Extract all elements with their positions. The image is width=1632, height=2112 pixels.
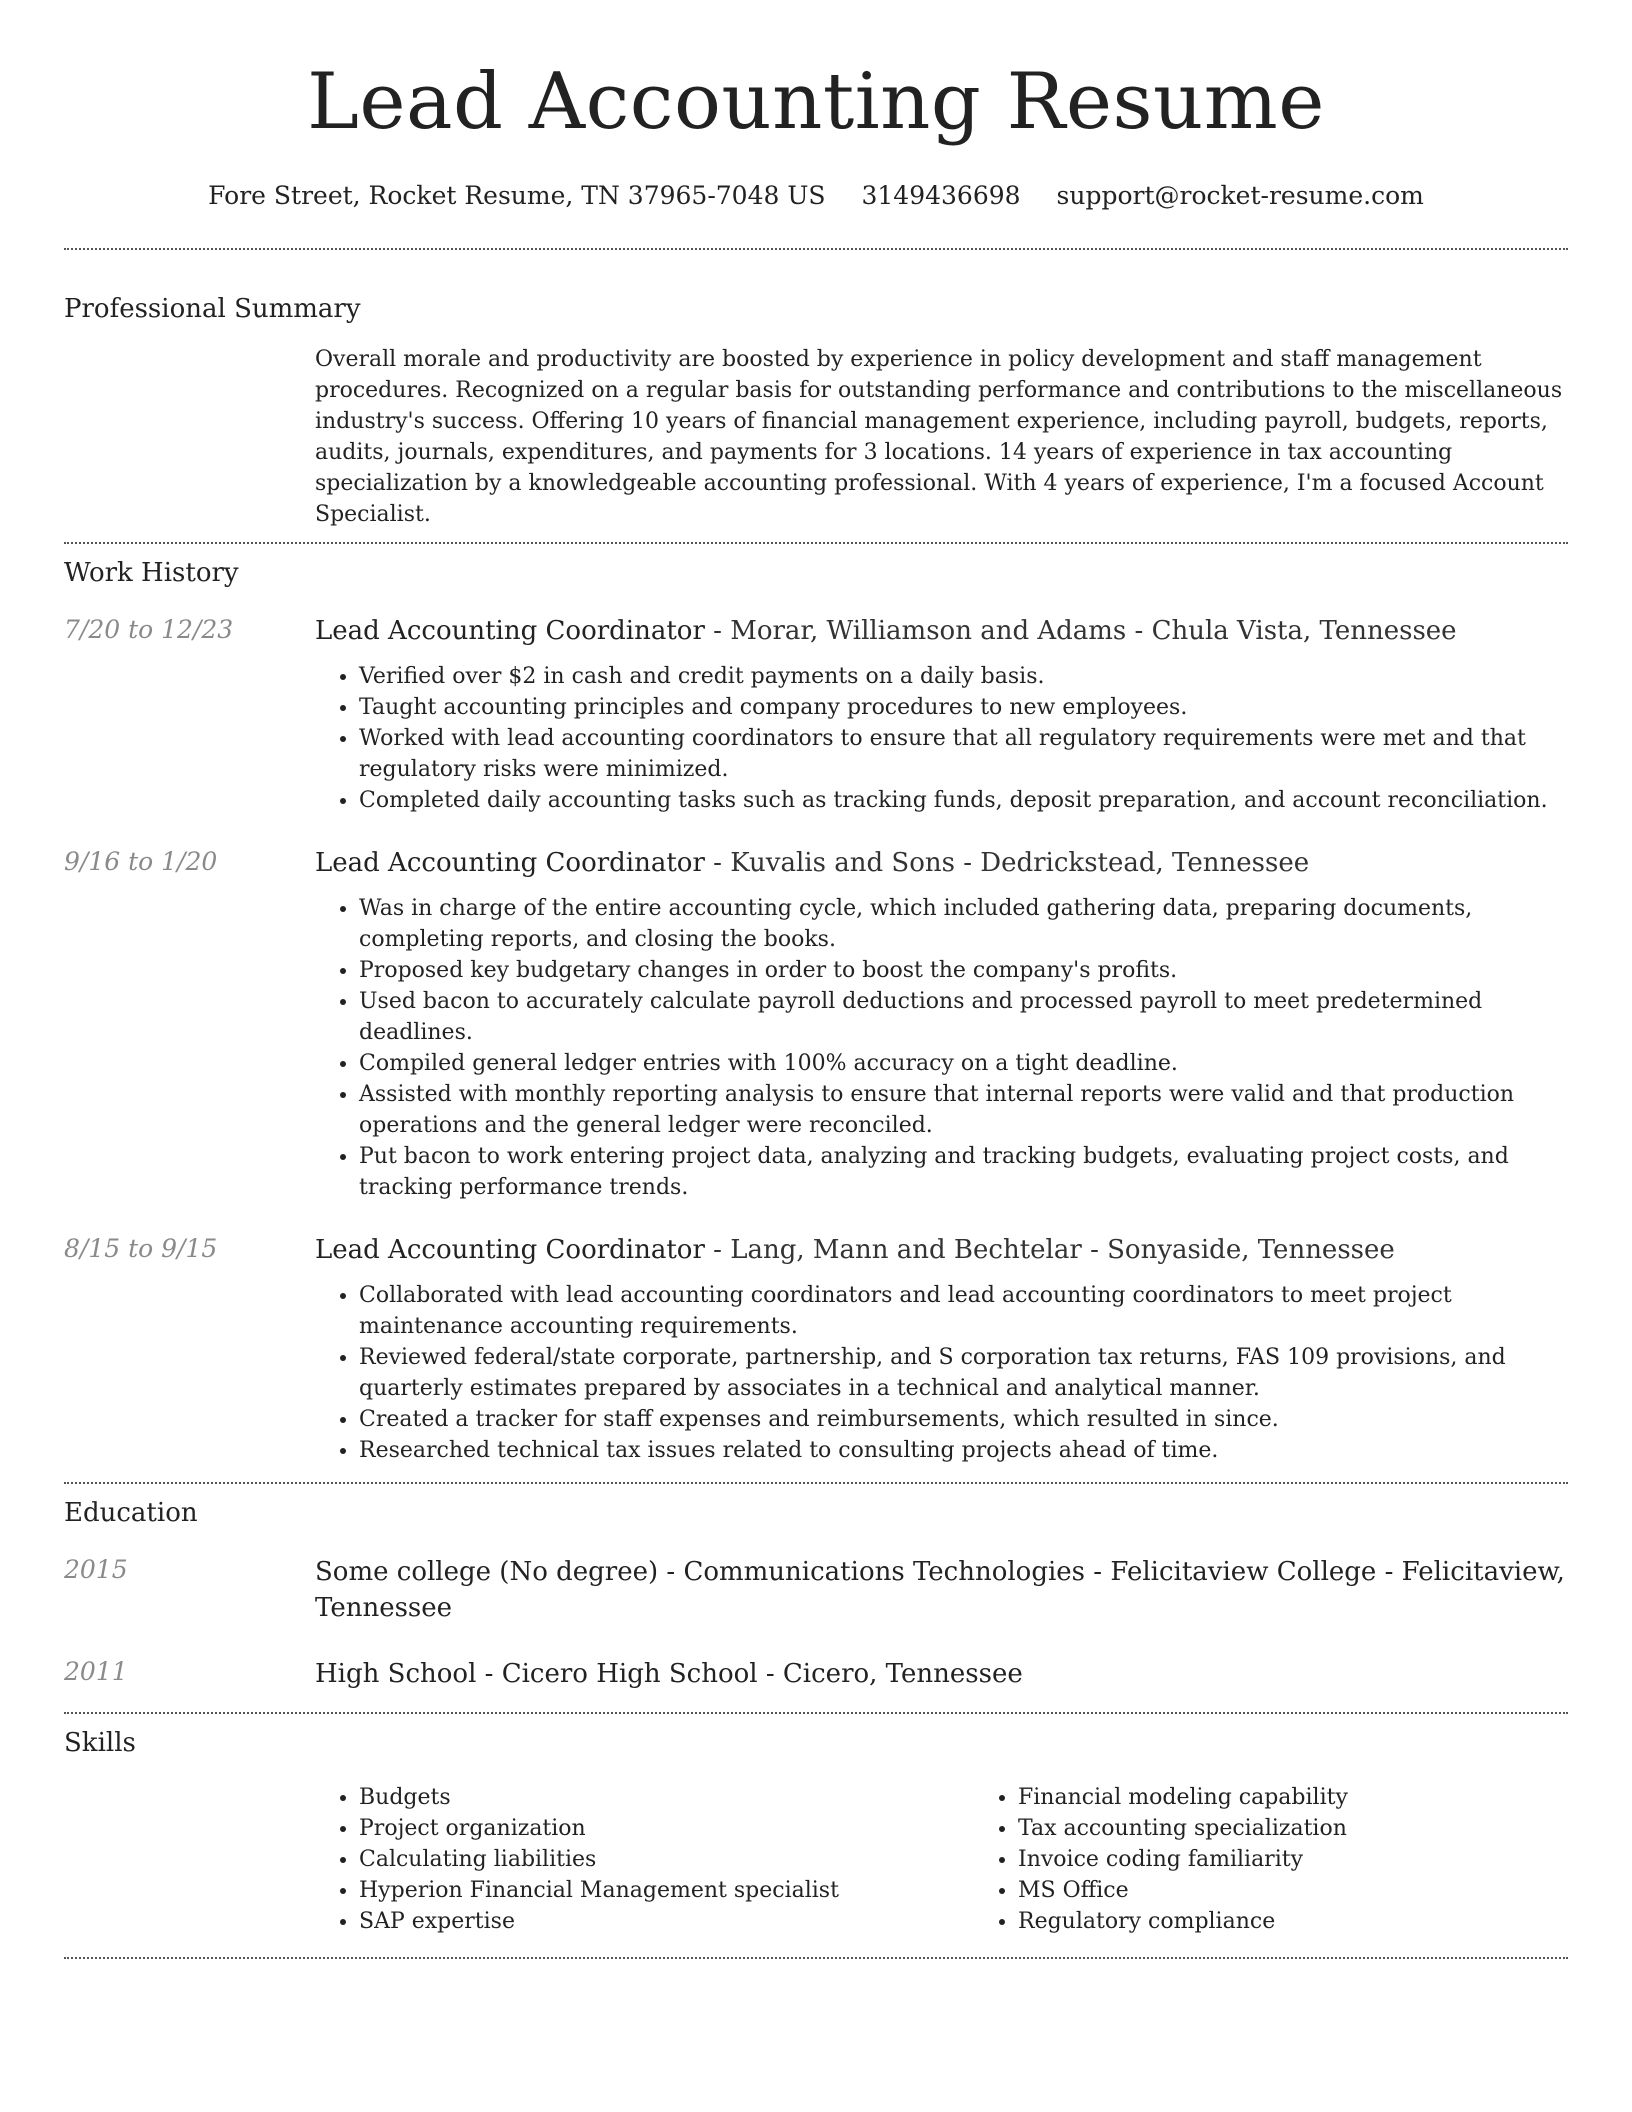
- job-dates: 8/15 to 9/15: [64, 1234, 218, 1263]
- job-entry: [64, 846, 1568, 1203]
- skill-item: • Financial modeling capability: [1018, 1782, 1632, 1813]
- skills-column-left: [315, 1782, 974, 1937]
- list-item: • Used bacon to accurately calculate payroll deductions and processed payroll to meet predetermined deadlines.: [359, 986, 1568, 1048]
- section-heading: Skills: [64, 1728, 136, 1758]
- list-item: • Collaborated with lead accounting coordinators and lead accounting coordinators to meet project maintenance accounting requirements.: [359, 1280, 1568, 1342]
- list-item: • Verified over $2 in cash and credit payments on a daily basis.: [359, 661, 1568, 692]
- job-title: [315, 1233, 1568, 1267]
- divider: [64, 1957, 1568, 1959]
- job-bullets: [315, 893, 1568, 1203]
- list-item: • Proposed key budgetary changes in order to boost the company's profits.: [359, 955, 1568, 986]
- education-school: - Communications Technologies - Felicitaview College - Felicitaview, Tennessee: [315, 1557, 1565, 1623]
- summary-text: Overall morale and productivity are boosted by experience in policy development and staff management procedures. Recognized on a regular basis for outstanding performance and contributions to the miscellaneous industry's success. Offering 10 years of financial management experience, including payroll, budgets, reports, audits, journals, expenditures, and payments for 3 locations. 14 years of experience in tax accounting specialization by a knowledgeable accounting professional. With 4 years of experience, I'm a focused Account Specialist.: [315, 347, 1563, 527]
- skill-item: • Invoice coding familiarity: [1018, 1844, 1632, 1875]
- education-year: 2011: [64, 1657, 128, 1686]
- skill-item: • Hyperion Financial Management specialist: [359, 1875, 974, 1906]
- education-year: 2015: [64, 1555, 128, 1584]
- skills-section: [64, 1726, 1568, 1937]
- list-item: • Was in charge of the entire accounting cycle, which included gathering data, preparing documents, completing reports, and closing the books.: [359, 893, 1568, 955]
- work-history-section: [64, 556, 1568, 1466]
- list-item: • Assisted with monthly reporting analysis to ensure that internal reports were valid and that production operations and the general ledger were reconciled.: [359, 1079, 1568, 1141]
- list-item: • Compiled general ledger entries with 100% accuracy on a tight deadline.: [359, 1048, 1568, 1079]
- contact-line: [64, 180, 1568, 212]
- resume-title: Lead Accounting Resume: [307, 57, 1325, 147]
- skill-item: • Project organization: [359, 1813, 974, 1844]
- education-degree: High School: [315, 1659, 477, 1689]
- job-employer: - Kuvalis and Sons - Dedrickstead, Tennessee: [704, 848, 1310, 878]
- section-heading: Professional Summary: [64, 294, 361, 324]
- contact-email: support@rocket-resume.com: [1056, 181, 1424, 210]
- education-school: - Cicero High School - Cicero, Tennessee: [476, 1659, 1023, 1689]
- job-dates: 9/16 to 1/20: [64, 847, 218, 876]
- contact-address: Fore Street, Rocket Resume, TN 37965-7048 US: [208, 181, 826, 210]
- job-bullets: [315, 1280, 1568, 1466]
- skill-item: • Budgets: [359, 1782, 974, 1813]
- list-item: • Worked with lead accounting coordinators to ensure that all regulatory requirements were met and that regulatory risks were minimized.: [359, 723, 1568, 785]
- list-item: • Created a tracker for staff expenses and reimbursements, which resulted in since.: [359, 1404, 1568, 1435]
- skill-item: • Calculating liabilities: [359, 1844, 974, 1875]
- list-item: • Researched technical tax issues related to consulting projects ahead of time.: [359, 1435, 1568, 1466]
- skill-item: • Regulatory compliance: [1018, 1906, 1632, 1937]
- divider: [64, 1482, 1568, 1484]
- skill-item: • Tax accounting specialization: [1018, 1813, 1632, 1844]
- job-entry: [64, 1233, 1568, 1466]
- skill-item: • SAP expertise: [359, 1906, 974, 1937]
- contact-phone: 3149436698: [861, 181, 1021, 210]
- list-item: • Reviewed federal/state corporate, partnership, and S corporation tax returns, FAS 109 provisions, and quarterly estimates prepared by associates in a technical and analytical manner.: [359, 1342, 1568, 1404]
- education-degree: Some college (No degree): [315, 1557, 659, 1587]
- skills-column-right: [974, 1782, 1632, 1937]
- divider: [64, 542, 1568, 544]
- education-entry: [64, 1554, 1568, 1626]
- summary-section: [64, 292, 1568, 530]
- list-item: • Taught accounting principles and company procedures to new employees.: [359, 692, 1568, 723]
- list-item: • Put bacon to work entering project data, analyzing and tracking budgets, evaluating project costs, and tracking performance trends.: [359, 1141, 1568, 1203]
- divider: [64, 1712, 1568, 1714]
- section-heading: Education: [64, 1498, 198, 1528]
- education-title: [315, 1554, 1568, 1626]
- education-title: [315, 1656, 1568, 1692]
- job-dates: 7/20 to 12/23: [64, 615, 234, 644]
- skills-list: [315, 1782, 1632, 1937]
- job-role: Lead Accounting Coordinator: [315, 1235, 705, 1265]
- job-title: [315, 614, 1568, 648]
- job-entry: [64, 614, 1568, 816]
- section-heading: Work History: [64, 558, 239, 588]
- job-title: [315, 846, 1568, 880]
- job-employer: - Lang, Mann and Bechtelar - Sonyaside, Tennessee: [704, 1235, 1395, 1265]
- education-entry: [64, 1656, 1568, 1692]
- list-item: • Completed daily accounting tasks such as tracking funds, deposit preparation, and account reconciliation.: [359, 785, 1568, 816]
- skill-item: • MS Office: [1018, 1875, 1632, 1906]
- job-role: Lead Accounting Coordinator: [315, 848, 705, 878]
- job-employer: - Morar, Williamson and Adams - Chula Vista, Tennessee: [704, 616, 1457, 646]
- education-section: [64, 1496, 1568, 1692]
- divider: [64, 248, 1568, 250]
- job-bullets: [315, 661, 1568, 816]
- job-role: Lead Accounting Coordinator: [315, 616, 705, 646]
